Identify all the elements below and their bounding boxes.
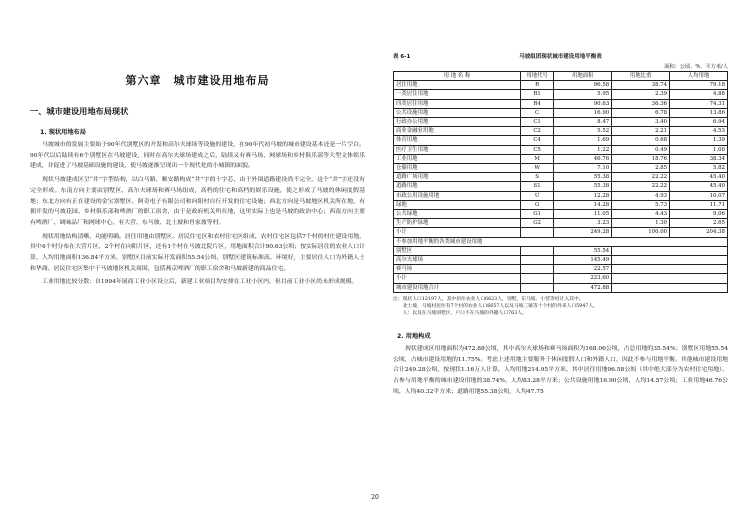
land-use-name-cell: 道路广场用地	[394, 173, 521, 182]
table-row	[394, 154, 728, 163]
table-row	[394, 81, 728, 90]
table-row	[394, 283, 728, 292]
body-paragraph: 现状建成区用地面积为472.88公顷，其中高尔夫球场和赛马场面积为168.06公顷，占总用地的35.54%；别墅区用地55.54公顷，占城市建设用地的11.75%。考虑上述用地主要服务于休闲度假人口和外籍人口，因此不参与用地平衡。其他城市建设用地合计249.28公顷，按现状1.16万人计算，人均用地214.95平方米，其中居住用地96.58公顷（其中绝大部分为农村住宅用地），占参与用地平衡的城市建设用地的38.74%，人均83.28平方米；公共设施用地16.90公顷，人均14.57公顷；工业用地46.76公顷，人均40.32平方米；道路用地55.38公顷，人均47.75	[393, 345, 728, 395]
subsection-title: 1. 现状用地布局	[40, 129, 86, 136]
header-cell: 用地代号	[520, 72, 553, 81]
land-use-code-cell: R1	[520, 90, 553, 99]
table-row	[394, 108, 728, 117]
land-use-name-cell: 工业用地	[394, 154, 521, 163]
area-cell: 5.95	[554, 90, 612, 99]
body-paragraph: 马坡城市的发展主要始于90年代别墅区的开发和高尔夫球场等设施的建设，在90年代初马坡的城市建设基本还是一片空白。90年代以后陆续有6个别墅区在马坡建设，同时在高尔夫球场建成之后，陆续又有赛马场、网球场和乡村俱乐部等大型文体娱乐建成，并促进了马坡基础设施的建设，使马坡逐渐呈现出一个现代化的小城镇的面貌。	[30, 142, 365, 170]
table-header-row	[394, 72, 728, 81]
section-2-title: 2. 用地构成	[397, 332, 431, 340]
header-cell: 用地面积	[554, 72, 612, 81]
area-cell: 11.05	[554, 210, 612, 219]
empty-cell	[612, 274, 728, 283]
area-cell: 96.58	[554, 81, 612, 90]
table-body	[394, 81, 728, 237]
land-use-name-cell: 绿地	[394, 200, 521, 209]
land-use-name-cell: 体育用地	[394, 136, 521, 145]
area-cell: 16.90	[554, 108, 612, 117]
ratio-cell: 5.73	[612, 200, 670, 209]
land-use-name-cell: 道路用地	[394, 182, 521, 191]
land-use-code-cell: G1	[520, 210, 553, 219]
per-capita-cell: 38.34	[670, 154, 728, 163]
per-capita-cell: 204.38	[670, 228, 728, 237]
land-use-code-cell: S1	[520, 182, 553, 191]
land-use-code-cell	[520, 283, 553, 292]
land-use-name-cell: 生产防护绿地	[394, 219, 521, 228]
table-title: 马坡组团现状城市建设用地平衡表	[519, 54, 602, 60]
per-capita-cell: 4.53	[670, 127, 728, 136]
ratio-cell: 22.22	[612, 182, 670, 191]
empty-cell	[612, 256, 728, 265]
area-cell: 14.28	[554, 200, 612, 209]
per-capita-cell: 45.40	[670, 182, 728, 191]
per-capita-cell: 5.82	[670, 164, 728, 173]
land-use-balance-table	[393, 71, 728, 293]
header-cell: 用地比重	[612, 72, 670, 81]
ratio-cell: 100.00	[612, 228, 670, 237]
area-cell: 90.63	[554, 99, 612, 108]
area-cell: 145.49	[554, 256, 612, 265]
per-capita-cell: 10.07	[670, 191, 728, 200]
table-number: 表 6-1	[393, 54, 411, 60]
right-column	[393, 52, 728, 400]
section-title: 一、城市建设用地布局现状	[30, 106, 129, 116]
land-use-code-cell: S	[520, 173, 553, 182]
land-use-name-cell: 商业金融业用地	[394, 127, 521, 136]
table-row	[394, 265, 728, 274]
land-use-name-cell: 行政办公用地	[394, 118, 521, 127]
table-row	[394, 191, 728, 200]
land-use-name-cell: 市政公用设施用地	[394, 191, 521, 200]
per-capita-cell: 1.39	[670, 136, 728, 145]
table-row	[394, 274, 728, 283]
ratio-cell: 2.85	[612, 164, 670, 173]
area-cell: 46.76	[554, 154, 612, 163]
ratio-cell: 3.40	[612, 118, 670, 127]
land-use-name-cell: 赛马场	[394, 265, 521, 274]
land-use-code-cell	[520, 256, 553, 265]
ratio-cell: 38.74	[612, 81, 670, 90]
ratio-cell: 4.43	[612, 210, 670, 219]
land-use-name-cell: 城市建设用地合计	[394, 283, 521, 292]
per-capita-cell: 74.31	[670, 99, 728, 108]
table-caption	[393, 52, 728, 60]
ratio-cell: 0.68	[612, 136, 670, 145]
land-use-code-cell: C4	[520, 136, 553, 145]
land-use-name-cell: 小计	[394, 228, 521, 237]
land-use-name-cell: 公共绿地	[394, 210, 521, 219]
table-row	[394, 219, 728, 228]
land-use-code-cell: G	[520, 200, 553, 209]
table-note-line: 北土坡、马坡村居住有7个村的农业人口6657人以及马坡三镇等十个村的外来人口5947人，	[393, 303, 598, 309]
land-use-name-cell: 高尔夫球场	[394, 256, 521, 265]
land-use-code-cell: R	[520, 81, 553, 90]
left-column	[30, 72, 365, 291]
area-cell: 22.57	[554, 265, 612, 274]
land-use-code-cell: C	[520, 108, 553, 117]
table-row	[394, 182, 728, 191]
table-note-line: 注：现状人口12197人，其中居住农业人口6623人，别墅、东马坡、小营等村计入其中。	[393, 296, 584, 302]
table-body-extra	[394, 237, 728, 292]
table-row	[394, 164, 728, 173]
ratio-cell: 22.22	[612, 173, 670, 182]
area-cell: 5.52	[554, 127, 612, 136]
ratio-cell: 36.36	[612, 99, 670, 108]
body-paragraph: 工业用地比较分散：自1994年展商工业小区设立后，新建工业项目均安排在工业小区内，但目前工业小区尚未形成规模。	[42, 279, 358, 286]
area-cell: 12.28	[554, 191, 612, 200]
ratio-cell: 2.39	[612, 90, 670, 99]
extra-header-cell: 不参加用地平衡的各类城市建设用地	[394, 237, 728, 246]
empty-cell	[612, 246, 728, 255]
land-use-code-cell	[520, 246, 553, 255]
per-capita-cell: 6.94	[670, 118, 728, 127]
ratio-cell: 0.49	[612, 145, 670, 154]
header-cell: 人均用地	[670, 72, 728, 81]
land-use-code-cell: G2	[520, 219, 553, 228]
area-cell: 55.38	[554, 182, 612, 191]
per-capita-cell: 13.86	[670, 108, 728, 117]
table-row	[394, 118, 728, 127]
per-capita-cell: 1.00	[670, 145, 728, 154]
page-number: 20	[371, 494, 379, 501]
table-note-line: 人：以及在马坡别墅区、户口不在马坡的外籍人口763人。	[393, 310, 527, 316]
land-use-name-cell: 别墅区	[394, 246, 521, 255]
area-cell: 1.22	[554, 145, 612, 154]
ratio-cell: 4.93	[612, 191, 670, 200]
land-use-code-cell: R4	[520, 99, 553, 108]
table-row	[394, 136, 728, 145]
body-paragraph: 现状用地结构清晰，功能明确。居住用地由别墅区、居民住宅区和农村住宅区组成，农村住宅区包括7个村的村庄建设用地，其中4个村分布在大营片区，2个村在向阳片区，还有1个村在马坡北院片区，用地面积合计90.63公顷；按实际居住的农业人口计算，人均用地面积136.84平方米，别墅区目前实际开发面积55.54公顷，别墅区建筑标准高、环境好，主要居住人口为外籍人士和华裔。居民住宅区集中于马坡地区机关周围，包括燕京啤酒厂的职工宿舍和马坡新建的商品住宅。	[30, 233, 365, 272]
area-cell: 55.54	[554, 246, 612, 255]
table-row	[394, 90, 728, 99]
table-row	[394, 127, 728, 136]
area-cell: 55.38	[554, 173, 612, 182]
table-row	[394, 246, 728, 255]
table-row	[394, 200, 728, 209]
land-use-name-cell: 四类居住用地	[394, 99, 521, 108]
table-row	[394, 256, 728, 265]
header-cell: 用 地 名 称	[394, 72, 521, 81]
land-use-name-cell: 居住用地	[394, 81, 521, 90]
per-capita-cell: 2.65	[670, 219, 728, 228]
land-use-name-cell: 公共设施用地	[394, 108, 521, 117]
land-use-code-cell: C1	[520, 118, 553, 127]
area-cell: 223.60	[554, 274, 612, 283]
per-capita-cell: 79.18	[670, 81, 728, 90]
chapter-title: 第六章 城市建设用地布局	[125, 74, 270, 87]
empty-cell	[612, 283, 728, 292]
land-use-code-cell: C2	[520, 127, 553, 136]
area-cell: 472.88	[554, 283, 612, 292]
table-row	[394, 99, 728, 108]
land-use-code-cell: W	[520, 164, 553, 173]
land-use-name-cell: 小计	[394, 274, 521, 283]
land-use-code-cell: U	[520, 191, 553, 200]
ratio-cell: 6.78	[612, 108, 670, 117]
table-row	[394, 145, 728, 154]
land-use-name-cell: 一类居住用地	[394, 90, 521, 99]
table-unit: 面积：公顷、%、平方米/人	[664, 64, 728, 70]
ratio-cell: 18.76	[612, 154, 670, 163]
per-capita-cell: 11.71	[670, 200, 728, 209]
land-use-code-cell	[520, 274, 553, 283]
area-cell: 8.47	[554, 118, 612, 127]
area-cell: 3.23	[554, 219, 612, 228]
body-paragraph: 现状马坡建成区呈“井”字型结构，以白马路、顺安路构成“井”字的十字芯，由于外围道路建设尚不完全，这个“井”字还没有完全形成。东南方向主要由别墅区、高尔夫球场和赛马场组成，高档的住宅和高档的娱乐设施，使之形成了马坡的休闲度假基地；东北方向有正在建设的金宝别墅区、阿奇电子有限公司和向阳村自行开发的住宅设施；西北方向是马坡地区机关所在地，有拥开发的马坡花园、乡村俱乐部和啤酒厂的职工宿舍，由于是政府机关所在地，这里实际上也是马坡的政治中心；西南方向主要有啤酒厂、调味品厂和网球中心，有大营、东马坡、北土坡和肖家坡等村。	[30, 177, 365, 226]
area-cell: 7.10	[554, 164, 612, 173]
per-capita-cell: 9.06	[670, 210, 728, 219]
table-row	[394, 228, 728, 237]
table-row	[394, 210, 728, 219]
table-row	[394, 173, 728, 182]
land-use-name-cell: 仓储用地	[394, 164, 521, 173]
land-use-code-cell: M	[520, 154, 553, 163]
area-cell: 1.69	[554, 136, 612, 145]
land-use-name-cell: 医疗卫生用地	[394, 145, 521, 154]
land-use-code-cell	[520, 265, 553, 274]
table-row	[394, 237, 728, 246]
table-notes	[393, 296, 728, 317]
ratio-cell: 1.30	[612, 219, 670, 228]
empty-cell	[612, 265, 728, 274]
per-capita-cell: 45.40	[670, 173, 728, 182]
ratio-cell: 2.21	[612, 127, 670, 136]
per-capita-cell: 4.88	[670, 90, 728, 99]
land-use-code-cell	[520, 228, 553, 237]
area-cell: 249.28	[554, 228, 612, 237]
land-use-code-cell: C5	[520, 145, 553, 154]
